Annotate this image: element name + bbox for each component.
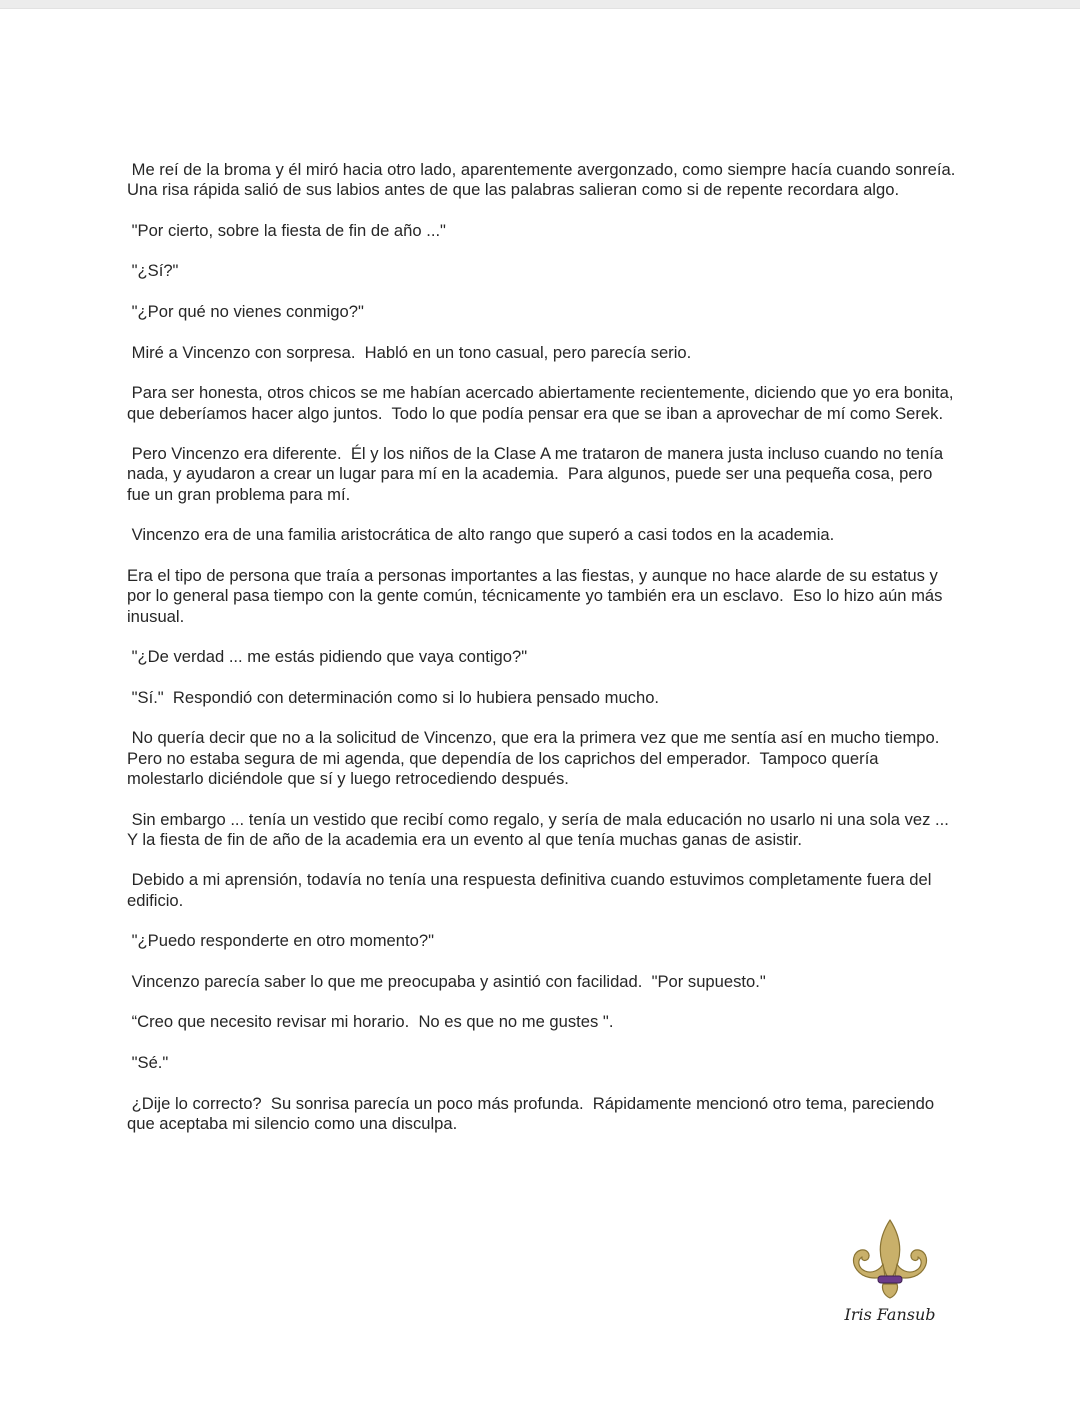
paragraph: No quería decir que no a la solicitud de Vincenzo, que era la primera vez que me sentía así en mucho tiempo. Pero no estaba segura de mi agenda, que dependía de los caprichos del emperador. Tampoco quería molestarlo diciéndole que sí y luego retrocediendo después.: [127, 728, 949, 788]
paragraph: "Sé.": [127, 1053, 169, 1073]
paragraph: "Sí." Respondió con determinación como si lo hubiera pensado mucho.: [127, 687, 660, 707]
paragraph: Vincenzo era de una familia aristocrática de alto rango que superó a casi todos en la academia.: [127, 525, 835, 545]
top-strip: [0, 0, 1080, 9]
paragraph: Para ser honesta, otros chicos se me habían acercado abiertamente recientemente, diciendo que yo era bonita, que deberíamos hacer algo juntos. Todo lo que podía pensar era que se iban a aprovechar de mí como Serek.: [127, 383, 959, 423]
paragraph: Vincenzo parecía saber lo que me preocupaba y asintió con facilidad. "Por supuesto.": [127, 971, 766, 991]
paragraph: “Creo que necesito revisar mi horario. No es que no me gustes ".: [127, 1012, 614, 1032]
iris-fansub-logo: [835, 1218, 945, 1330]
paragraph: "¿Sí?": [127, 261, 179, 281]
document-body: [127, 160, 965, 1155]
paragraph: "¿Por qué no vienes conmigo?": [127, 302, 364, 322]
paragraph: "Por cierto, sobre la fiesta de fin de año ...": [127, 220, 446, 240]
paragraph: Sin embargo ... tenía un vestido que recibí como regalo, y sería de mala educación no usarlo ni una sola vez ... Y la fiesta de fin de año de la academia era un evento al que tenía muchas ganas de asistir.: [127, 809, 954, 849]
paragraph: Me reí de la broma y él miró hacia otro lado, aparentemente avergonzado, como siempre hacía cuando sonreía. Una risa rápida salió de sus labios antes de que las palabras salieran como si de repente recordara algo.: [127, 160, 965, 200]
paragraph: Miré a Vincenzo con sorpresa. Habló en un tono casual, pero parecía serio.: [127, 342, 692, 362]
paragraph: ¿Dije lo correcto? Su sonrisa parecía un poco más profunda. Rápidamente mencionó otro tema, pareciendo que aceptaba mi silencio como una disculpa.: [127, 1093, 939, 1133]
logo-text: Iris Fansub: [844, 1305, 936, 1324]
paragraph: "¿Puedo responderte en otro momento?": [127, 931, 434, 951]
paragraph: Pero Vincenzo era diferente. Él y los niños de la Clase A me trataron de manera justa incluso cuando no tenía nada, y ayudaron a crear un lugar para mí en la academia. Para algunos, puede ser una pequeña cosa, pero fue un gran problema para mí.: [127, 444, 948, 504]
paragraph: Era el tipo de persona que traía a personas importantes a las fiestas, y aunque no hace alarde de su estatus y por lo general pasa tiempo con la gente común, técnicamente yo también era un esclavo. Eso lo hizo aún más inusual.: [127, 565, 948, 626]
fleur-de-lis-icon: [845, 1218, 935, 1300]
paragraph: Debido a mi aprensión, todavía no tenía una respuesta definitiva cuando estuvimos completamente fuera del edificio.: [127, 870, 937, 910]
paragraph: "¿De verdad ... me estás pidiendo que vaya contigo?": [127, 647, 528, 667]
